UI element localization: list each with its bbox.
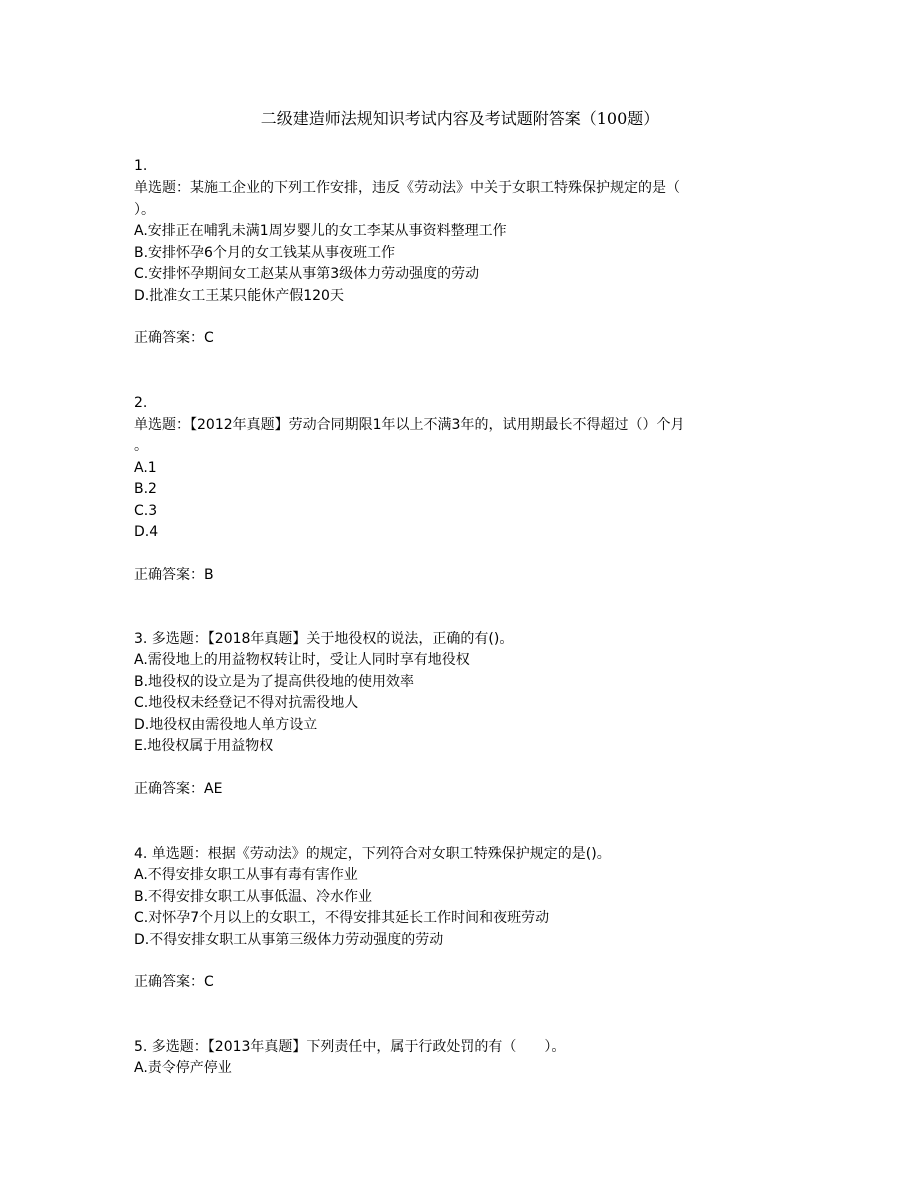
question-1-option-b: B.安排怀孕6个月的女工钱某从事夜班工作	[134, 245, 395, 261]
question-2-answer: 正确答案：B	[134, 567, 214, 583]
question-3-answer: 正确答案：AE	[134, 781, 223, 797]
question-3-option-d: D.地役权由需役地人单方设立	[134, 717, 318, 733]
question-4-stem: 4. 单选题：根据《劳动法》的规定，下列符合对女职工特殊保护规定的是()。	[134, 846, 611, 862]
question-2-option-c: C.3	[134, 503, 158, 519]
question-1-answer: 正确答案：C	[134, 330, 214, 346]
question-2-option-b: B.2	[134, 481, 157, 497]
question-5-option-a: A.责令停产停业	[134, 1060, 232, 1076]
question-4-option-d: D.不得安排女职工从事第三级体力劳动强度的劳动	[134, 932, 444, 948]
question-1-number: 1.	[134, 158, 148, 174]
question-4-option-a: A.不得安排女职工从事有毒有害作业	[134, 867, 358, 883]
question-2-option-d: D.4	[134, 524, 159, 540]
question-3-option-b: B.地役权的设立是为了提高供役地的使用效率	[134, 674, 415, 690]
question-3-option-c: C.地役权未经登记不得对抗需役地人	[134, 695, 359, 711]
question-3-stem: 3. 多选题：【2018年真题】关于地役权的说法，正确的有()。	[134, 631, 514, 647]
question-1-option-a: A.安排正在哺乳未满1周岁婴儿的女工李某从事资料整理工作	[134, 223, 507, 239]
question-4-option-c: C.对怀孕7个月以上的女职工，不得安排其延长工作时间和夜班劳动	[134, 910, 550, 926]
question-1-option-d: D.批准女工王某只能休产假120天	[134, 288, 344, 304]
question-2-option-a: A.1	[134, 460, 157, 476]
question-2-number: 2.	[134, 395, 148, 411]
question-4-answer: 正确答案：C	[134, 974, 214, 990]
question-1-stem-continued: ）。	[134, 202, 155, 218]
question-5-stem: 5. 多选题：【2013年真题】下列责任中，属于行政处罚的有（ ）。	[134, 1039, 566, 1055]
question-2-stem: 单选题：【2012年真题】劳动合同期限1年以上不满3年的，试用期最长不得超过（）个月	[134, 417, 685, 433]
question-1-stem: 单选题：某施工企业的下列工作安排，违反《劳动法》中关于女职工特殊保护规定的是（	[134, 180, 680, 196]
question-3-option-e: E.地役权属于用益物权	[134, 738, 274, 754]
question-3-option-a: A.需役地上的用益物权转让时，受让人同时享有地役权	[134, 652, 470, 668]
document-title: 二级建造师法规知识考试内容及考试题附答案（100题）	[260, 109, 660, 128]
question-4-option-b: B.不得安排女职工从事低温、冷水作业	[134, 889, 373, 905]
question-1-option-c: C.安排怀孕期间女工赵某从事第3级体力劳动强度的劳动	[134, 266, 480, 282]
question-2-stem-continued: 。	[134, 438, 148, 454]
